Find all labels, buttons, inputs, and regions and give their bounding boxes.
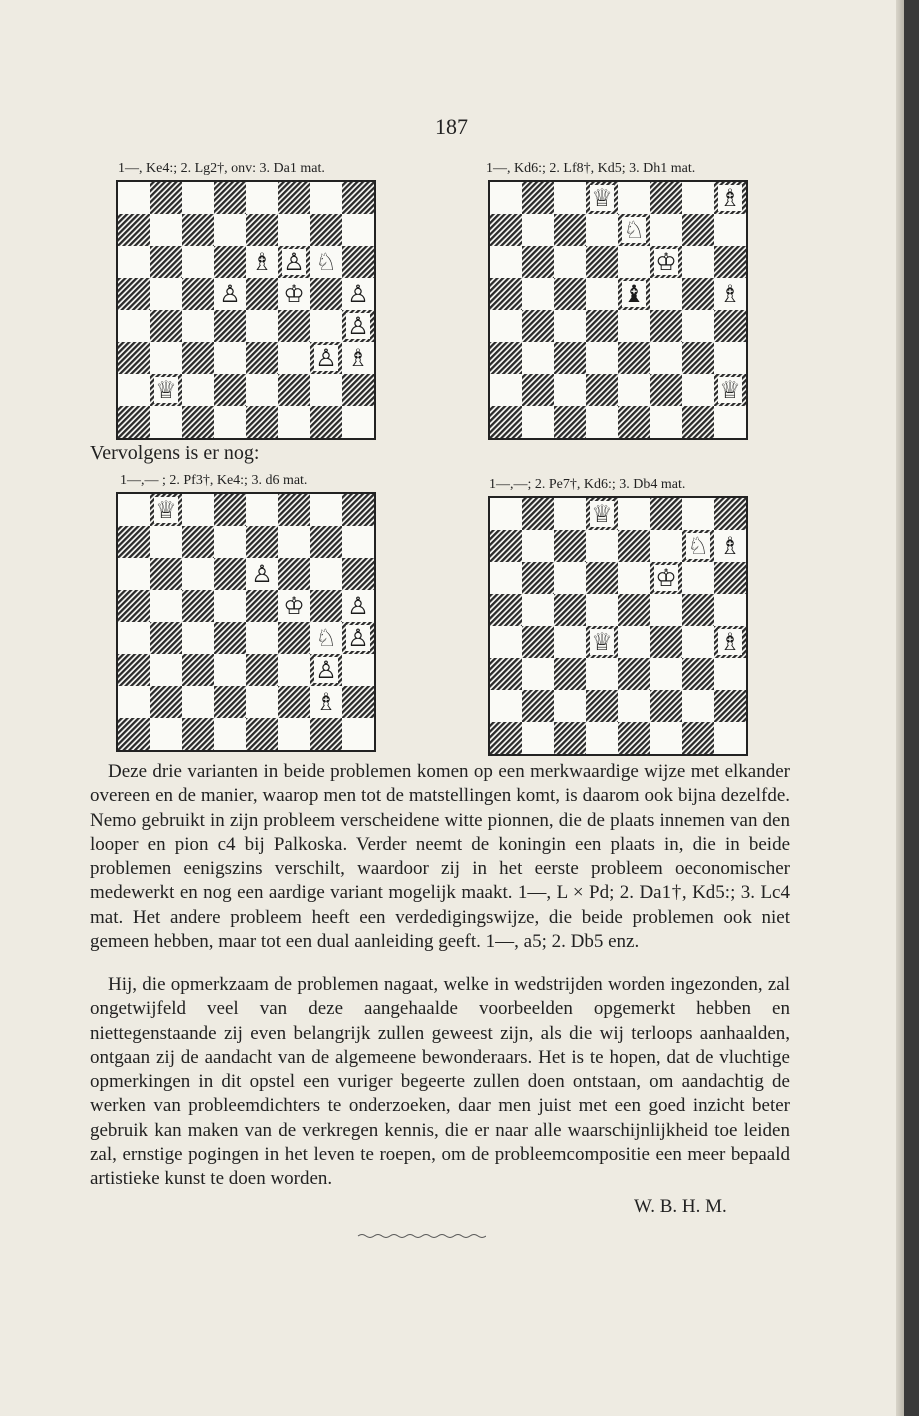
dark-square: [246, 278, 278, 310]
dark-square: [714, 310, 746, 342]
problem-4-board: [488, 496, 748, 756]
signature: W. B. H. M.: [634, 1196, 727, 1217]
dark-square: [118, 278, 150, 310]
dark-square: [586, 310, 618, 342]
dark-square: [682, 214, 714, 246]
king-icon: ♔: [283, 592, 305, 620]
dark-square: [682, 342, 714, 374]
dark-square: [278, 374, 310, 406]
problem-2-board: [488, 180, 748, 440]
dark-square: [554, 530, 586, 562]
dark-square: [522, 374, 554, 406]
dark-square: [586, 246, 618, 278]
dark-square: [682, 658, 714, 690]
problem-3-caption: 1—,— ; 2. Pf3†, Ke4:; 3. d6 mat.: [120, 473, 308, 488]
dark-square: [310, 214, 342, 246]
dark-square: [342, 686, 374, 718]
dark-square: [182, 406, 214, 438]
king-icon: ♔: [655, 248, 677, 276]
page-number: 187: [435, 114, 468, 139]
dark-square: [214, 182, 246, 214]
dark-square: [214, 558, 246, 590]
dark-square: [310, 718, 342, 750]
dark-square: [214, 622, 246, 654]
dark-square: [246, 718, 278, 750]
dark-square: [618, 594, 650, 626]
problem-3-board: [116, 492, 376, 752]
dark-square: [522, 182, 554, 214]
dark-square: [246, 406, 278, 438]
dark-square: [342, 558, 374, 590]
dark-square: [618, 658, 650, 690]
white-knight-icon: ♘: [623, 216, 645, 244]
dark-square: [246, 214, 278, 246]
dark-square: [182, 214, 214, 246]
dark-square: [650, 310, 682, 342]
white-queen-icon: ♕: [591, 500, 613, 528]
board-grid: [118, 182, 374, 438]
dark-square: [118, 406, 150, 438]
dark-square: [150, 558, 182, 590]
dark-square: [214, 494, 246, 526]
dark-square: [342, 182, 374, 214]
dark-square: [554, 406, 586, 438]
white-queen-icon: ♕: [719, 376, 741, 404]
dark-square: [522, 690, 554, 722]
dark-square: [150, 246, 182, 278]
dark-square: [182, 718, 214, 750]
dark-square: [618, 722, 650, 754]
dark-square: [618, 342, 650, 374]
white-queen-icon: ♕: [155, 496, 177, 524]
dark-square: [214, 374, 246, 406]
dark-square: [182, 590, 214, 622]
dark-square: [522, 562, 554, 594]
dark-square: [118, 526, 150, 558]
dark-square: [522, 246, 554, 278]
dark-square: [246, 342, 278, 374]
dark-square: [150, 182, 182, 214]
dark-square: [682, 594, 714, 626]
white-bishop-icon: ♗: [719, 184, 741, 212]
board-grid: [490, 498, 746, 754]
paragraph-2: Hij, die opmerkzaam de problemen nagaat, welke in wedstrijden worden ingezonden, zal ongetwijfeld veel van deze aangehaalde voorbeelden opgemerkt hebben en niettegenstaande zij even belangrijk zullen geweest zijn, als die wij terloops aanhaalden, ontgaan zij de aandacht van de algemeene bewonderaars. Het is te hopen, dat de vluchtige opmerkingen in dit opstel een vuriger begeerte zullen doen ontstaan, om aandachtig de werken van probleemdichters te onderzoeken, daar men juist met een goed inzicht beter gebruik kan maken van de verkregen kennis, die er naar alle waarschijnlijkheid toe leiden zal, ernstige pogingen in het leven te roepen, om de probleemcompositie een meer bepaald artistieke kunst te doen worden.: [90, 974, 790, 1190]
dark-square: [342, 374, 374, 406]
king-icon: ♔: [655, 564, 677, 592]
white-knight-icon: ♘: [687, 532, 709, 560]
dark-square: [586, 374, 618, 406]
dark-square: [554, 594, 586, 626]
white-pawn-icon: ♙: [347, 624, 369, 652]
dark-square: [310, 526, 342, 558]
problem-2-caption: 1—, Kd6:; 2. Lf8†, Kd5; 3. Dh1 mat.: [486, 161, 696, 176]
white-pawn-icon: ♙: [347, 592, 369, 620]
white-bishop-icon: ♗: [719, 532, 741, 560]
white-pawn-icon: ♙: [315, 656, 337, 684]
white-queen-icon: ♕: [591, 184, 613, 212]
white-pawn-icon: ♙: [347, 312, 369, 340]
white-bishop-icon: ♗: [719, 280, 741, 308]
white-bishop-icon: ♗: [347, 344, 369, 372]
dark-square: [618, 530, 650, 562]
dark-square: [490, 342, 522, 374]
dark-square: [278, 182, 310, 214]
dark-square: [554, 342, 586, 374]
dark-square: [118, 654, 150, 686]
dark-square: [342, 246, 374, 278]
dark-square: [522, 310, 554, 342]
dark-square: [682, 406, 714, 438]
problem-4-caption: 1—,—; 2. Pe7†, Kd6:; 3. Db4 mat.: [489, 477, 686, 492]
dark-square: [490, 722, 522, 754]
dark-square: [310, 590, 342, 622]
dark-square: [246, 526, 278, 558]
white-bishop-icon: ♗: [315, 688, 337, 716]
black-bishop-icon: ♝: [623, 280, 645, 308]
dark-square: [490, 594, 522, 626]
dark-square: [118, 718, 150, 750]
dark-square: [246, 654, 278, 686]
dark-square: [586, 690, 618, 722]
dark-square: [650, 498, 682, 530]
dark-square: [182, 526, 214, 558]
dark-square: [522, 498, 554, 530]
dark-square: [246, 590, 278, 622]
white-queen-icon: ♕: [591, 628, 613, 656]
dark-square: [554, 214, 586, 246]
dark-square: [310, 278, 342, 310]
white-knight-icon: ♘: [315, 624, 337, 652]
dark-square: [150, 310, 182, 342]
white-bishop-icon: ♗: [251, 248, 273, 276]
white-pawn-icon: ♙: [251, 560, 273, 588]
dark-square: [714, 246, 746, 278]
ornament-rule: [356, 1232, 486, 1240]
dark-square: [490, 214, 522, 246]
dark-square: [214, 246, 246, 278]
dark-square: [278, 686, 310, 718]
white-pawn-icon: ♙: [347, 280, 369, 308]
dark-square: [586, 562, 618, 594]
dark-square: [182, 654, 214, 686]
dark-square: [650, 182, 682, 214]
white-queen-icon: ♕: [155, 376, 177, 404]
subheading: Vervolgens is er nog:: [90, 442, 260, 464]
dark-square: [714, 562, 746, 594]
dark-square: [118, 342, 150, 374]
white-pawn-icon: ♙: [283, 248, 305, 276]
dark-square: [278, 310, 310, 342]
dark-square: [214, 686, 246, 718]
dark-square: [150, 622, 182, 654]
white-bishop-icon: ♗: [719, 628, 741, 656]
problem-1-caption: 1—, Ke4:; 2. Lg2†, onv: 3. Da1 mat.: [118, 161, 325, 176]
dark-square: [554, 278, 586, 310]
dark-square: [278, 558, 310, 590]
white-knight-icon: ♘: [315, 248, 337, 276]
board-grid: [118, 494, 374, 750]
dark-square: [490, 406, 522, 438]
dark-square: [714, 498, 746, 530]
dark-square: [342, 494, 374, 526]
dark-square: [682, 278, 714, 310]
dark-square: [650, 690, 682, 722]
white-pawn-icon: ♙: [219, 280, 241, 308]
dark-square: [554, 722, 586, 754]
dark-square: [682, 722, 714, 754]
page-edge: [896, 0, 904, 1416]
board-grid: [490, 182, 746, 438]
dark-square: [650, 626, 682, 658]
dark-square: [522, 626, 554, 658]
dark-square: [618, 406, 650, 438]
dark-square: [490, 278, 522, 310]
paragraph-1: Deze drie varianten in beide problemen komen op een merkwaardige wijze met elkander overeen en de manier, waarop men tot de matstellingen komt, is daarom ook bijna dezelfde. Nemo gebruikt in zijn probleem verscheidene witte pionnen, die de plaats innemen van den looper en pion c4 bij Palkoska. Verder neemt de koningin een plaats in, die in beide problemen eenigszins verschilt, waardoor zij in het eerste probleem oeconomischer medewerkt en nog een aardige variant mogelijk maakt. 1—, L × Pd; 2. Da1†, Kd5:; 3. Lc4 mat. Het andere probleem heeft een verdedigingswijze, die beide problemen ook niet gemeen hebben, maar tot een dual aanleiding geeft. 1—, a5; 2. Db5 enz.: [90, 761, 790, 953]
dark-square: [714, 690, 746, 722]
dark-square: [118, 214, 150, 246]
dark-square: [310, 406, 342, 438]
dark-square: [182, 342, 214, 374]
dark-square: [278, 622, 310, 654]
king-icon: ♔: [283, 280, 305, 308]
dark-square: [490, 658, 522, 690]
dark-square: [118, 590, 150, 622]
dark-square: [150, 686, 182, 718]
problem-1-board: [116, 180, 376, 440]
dark-square: [182, 278, 214, 310]
white-pawn-icon: ♙: [315, 344, 337, 372]
dark-square: [278, 494, 310, 526]
dark-square: [214, 310, 246, 342]
dark-square: [490, 530, 522, 562]
dark-square: [554, 658, 586, 690]
dark-square: [650, 374, 682, 406]
